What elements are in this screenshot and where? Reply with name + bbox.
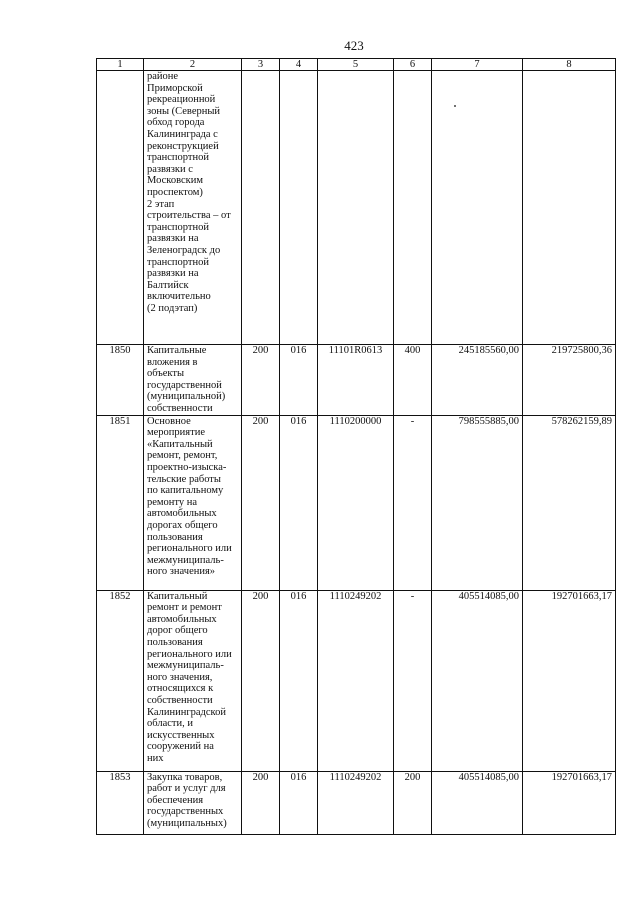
code-3-cell: 200 [242, 590, 280, 771]
item-name-line: транспортной [147, 152, 209, 164]
page-number: 423 [344, 38, 364, 53]
item-name-line: Основное [147, 415, 191, 427]
item-name-line: пользования [147, 636, 203, 648]
item-name-line: Капитальный [147, 590, 208, 602]
amount-7-cell: 405514085,00 [432, 590, 523, 771]
table-row [97, 71, 616, 345]
item-name-line: зоны (Северный [147, 105, 221, 117]
amount-8-cell: 192701663,17 [523, 771, 616, 834]
row-number-cell: 1853 [97, 771, 144, 834]
code-5-cell [318, 71, 394, 345]
item-name-line: 2 этап [147, 198, 175, 210]
code-6-cell: - [394, 590, 432, 771]
column-header-5: 5 [318, 59, 394, 71]
code-5-cell: 11101R0613 [318, 345, 394, 416]
amount-7-cell [432, 71, 523, 345]
item-name-line: «Капитальный [147, 438, 213, 450]
item-name-line: мероприятие [147, 427, 205, 439]
code-5-cell: 1110200000 [318, 415, 394, 590]
item-name-line: относящихся к [147, 683, 214, 695]
column-header-8: 8 [523, 59, 616, 71]
item-name-line: строительства – от [147, 210, 231, 222]
item-name-line: Капитальные [147, 345, 207, 356]
item-name-line: Балтийск [147, 279, 189, 291]
item-name-line: собственности [147, 402, 213, 414]
item-name-line: дорог общего [147, 625, 208, 637]
item-name-line: обеспечения [147, 794, 204, 806]
budget-table [96, 58, 616, 835]
item-name-line: искусственных [147, 729, 215, 741]
column-header-1: 1 [97, 59, 144, 71]
item-name-line: развязки на [147, 233, 199, 245]
code-5-cell: 1110249202 [318, 771, 394, 834]
item-name-cell [144, 71, 242, 345]
item-name-line: обход города [147, 117, 205, 129]
item-name-line: регионального или [147, 543, 232, 555]
item-name-line: Московским [147, 175, 203, 187]
code-3-cell: 200 [242, 345, 280, 416]
item-name-line: дорогах общего [147, 519, 218, 531]
item-name-line: (муниципальных) [147, 817, 227, 829]
item-name-line: районе [147, 71, 179, 82]
code-6-cell: 400 [394, 345, 432, 416]
item-name-line: Зеленоградск до [147, 244, 221, 256]
item-name-line: Калининграда с [147, 128, 218, 140]
item-name-line: пользования [147, 531, 203, 543]
item-name-line: развязки на [147, 268, 199, 280]
item-name-line: ного значения, [147, 671, 213, 683]
amount-8-cell: 192701663,17 [523, 590, 616, 771]
column-header-3: 3 [242, 59, 280, 71]
amount-7-cell: 405514085,00 [432, 771, 523, 834]
code-4-cell [280, 71, 318, 345]
item-name-cell [144, 345, 242, 416]
table-row [97, 415, 616, 590]
item-name-line: рекреационной [147, 94, 216, 106]
item-name-line: автомобильных [147, 613, 217, 625]
item-name-cell [144, 590, 242, 771]
item-name-line: межмуниципаль- [147, 660, 224, 672]
row-number-cell [97, 71, 144, 345]
item-name-line: проспектом) [147, 186, 203, 198]
row-number-cell: 1850 [97, 345, 144, 416]
item-name-line: сооружений на [147, 741, 214, 753]
item-name-line: ремонт, ремонт, [147, 450, 218, 462]
amount-7-cell: 245185560,00 [432, 345, 523, 416]
column-header-7: 7 [432, 59, 523, 71]
row-number-cell: 1852 [97, 590, 144, 771]
item-name-line: ного значения» [147, 566, 216, 578]
scan-speck [454, 105, 456, 107]
amount-8-cell: 219725800,36 [523, 345, 616, 416]
item-name-line: тельские работы [147, 473, 221, 485]
table-row [97, 771, 616, 834]
item-name-line: области, и [147, 718, 193, 730]
item-name-cell [144, 415, 242, 590]
item-name-line: государственной [147, 379, 222, 391]
item-name-line: регионального или [147, 648, 232, 660]
column-header-6: 6 [394, 59, 432, 71]
item-name-line: включительно [147, 291, 211, 303]
item-name-line: автомобильных [147, 508, 217, 520]
item-name-line: ремонт и ремонт [147, 602, 222, 614]
item-name-line: Приморской [147, 82, 203, 94]
code-3-cell [242, 71, 280, 345]
code-6-cell: - [394, 415, 432, 590]
header-row [97, 59, 616, 71]
item-name-line: (2 подэтап) [147, 302, 198, 314]
item-name-line: межмуниципаль- [147, 554, 224, 566]
item-name-line: развязки с [147, 163, 193, 175]
item-name-line: транспортной [147, 256, 209, 268]
table-row [97, 345, 616, 416]
item-name-line: по капитальному [147, 485, 224, 497]
code-4-cell: 016 [280, 590, 318, 771]
item-name-cell [144, 771, 242, 834]
item-name-line: транспортной [147, 221, 209, 233]
item-name-line: ремонту на [147, 496, 198, 508]
item-name-line: реконструкцией [147, 140, 219, 152]
column-header-2: 2 [144, 59, 242, 71]
column-header-4: 4 [280, 59, 318, 71]
code-4-cell: 016 [280, 771, 318, 834]
item-name-line: собственности [147, 694, 213, 706]
item-name-line: вложения в [147, 356, 198, 368]
item-name-line: Калининградской [147, 706, 226, 718]
item-name-line: проектно-изыска- [147, 461, 227, 473]
code-4-cell: 016 [280, 415, 318, 590]
item-name-line: объекты [147, 368, 185, 380]
item-name-line: них [147, 752, 164, 764]
table-row [97, 590, 616, 771]
code-3-cell: 200 [242, 771, 280, 834]
item-name-line: работ и услуг для [147, 783, 226, 795]
item-name-line: Закупка товаров, [147, 771, 223, 783]
code-3-cell: 200 [242, 415, 280, 590]
amount-8-cell [523, 71, 616, 345]
code-4-cell: 016 [280, 345, 318, 416]
item-name-line: (муниципальной) [147, 391, 226, 403]
row-number-cell: 1851 [97, 415, 144, 590]
item-name-line: государственных [147, 806, 224, 818]
code-6-cell [394, 71, 432, 345]
amount-8-cell: 578262159,89 [523, 415, 616, 590]
amount-7-cell: 798555885,00 [432, 415, 523, 590]
code-5-cell: 1110249202 [318, 590, 394, 771]
code-6-cell: 200 [394, 771, 432, 834]
